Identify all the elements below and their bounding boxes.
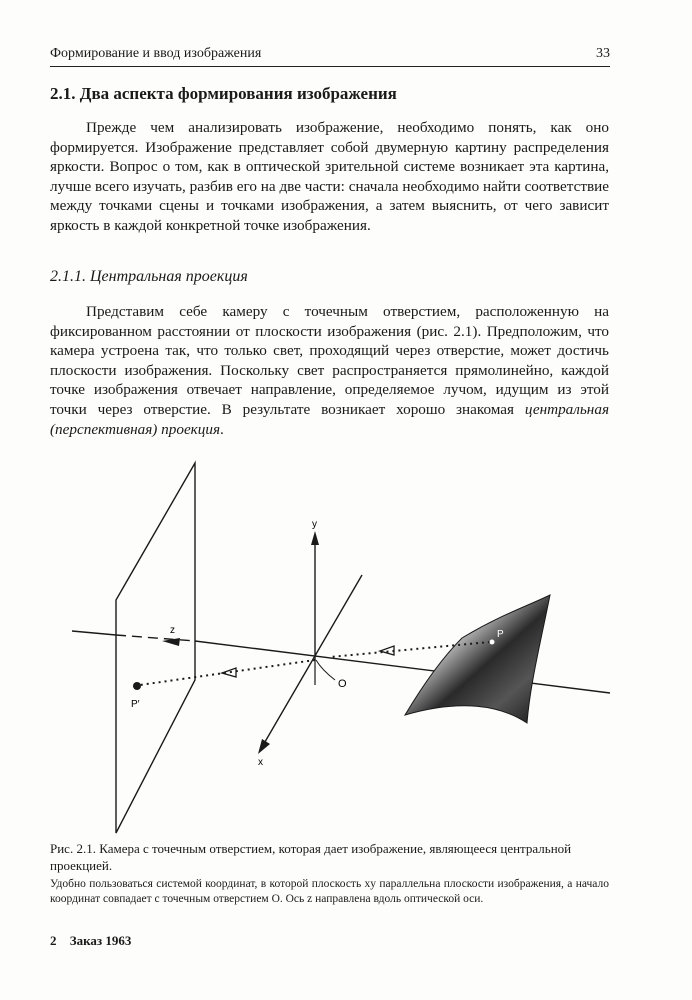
running-title: Формирование и ввод изображения — [50, 46, 262, 61]
paragraph-text-end: . — [220, 420, 224, 438]
point-p-dot — [490, 640, 495, 645]
point-p-prime-label: P′ — [131, 699, 140, 710]
z-axis-label: z — [170, 625, 175, 636]
page-number: 33 — [596, 46, 610, 61]
figure-note: Удобно пользоваться системой координат, в которой плоскость xy параллельна плоскости изображения, а начало координат совпадает с точечным отверстием O. Ось z направлена вдоль оптической оси. — [50, 878, 609, 905]
optical-axis-front — [195, 641, 610, 693]
header-rule — [50, 66, 610, 67]
point-p-prime-dot — [133, 682, 141, 690]
ray-arrowhead-2 — [222, 668, 236, 677]
ray-arrowhead-1 — [380, 646, 394, 655]
image-plane — [116, 463, 195, 833]
origin-pointer — [316, 660, 335, 680]
figure-caption: Рис. 2.1. Камера с точечным отверстием, которая дает изображение, являющееся центральной проекцией. — [50, 841, 572, 873]
paragraph-text-start: Представим себе камеру с точечным отверстием, расположенную на фиксированном расстоянии от плоскости изображения (рис. 2.1). Предположим, что камера устроена так, что только свет, проходящий через отверстие, может достичь плоскости изображения. Поскольку свет распространяется прямолинейно, каждой точке изображения отвечает направление, определяемое лучом, идущим из этой точки через отверстие. В результате возникает хорошо знакомая — [50, 303, 609, 418]
subsection-title: 2.1.1. Центральная проекция — [50, 268, 248, 285]
x-axis-label: x — [258, 757, 263, 768]
ray-origin-to-p-prime — [140, 660, 315, 685]
figure-diagram — [0, 455, 692, 835]
y-arrowhead — [311, 531, 319, 545]
optical-axis-dashed — [116, 635, 195, 641]
footer-page-number: 2 — [50, 933, 57, 948]
point-p-label: P — [497, 629, 504, 640]
origin-label: O — [338, 678, 347, 690]
figure-pinhole-camera — [0, 455, 692, 835]
x-axis — [262, 575, 362, 747]
subsection-paragraph — [50, 302, 609, 439]
y-axis-label: y — [312, 519, 317, 530]
scene-surface — [405, 595, 550, 723]
optical-axis-back — [72, 631, 116, 635]
page-footer — [50, 933, 131, 949]
section-title: 2.1. Два аспекта формирования изображения — [50, 84, 397, 103]
running-header — [50, 46, 610, 62]
paragraph-italic-term: центральная (перспективная) проекция — [50, 400, 609, 438]
x-arrowhead — [258, 739, 270, 754]
section-paragraph: Прежде чем анализировать изображение, необходимо понять, как оно формируется. Изображение представляет собой двумерную картину распределения яркости. Вопрос о том, как в оптической зрительной системе возникает эта картина, лучше всего изучать, разбив его на две части: сначала необходимо найти соответствие между точками сцены и точками изображения, а затем выяснить, от чего зависит яркость в каждой конкретной точке изображения. — [50, 119, 609, 234]
footer-print-mark: Заказ 1963 — [69, 933, 132, 948]
